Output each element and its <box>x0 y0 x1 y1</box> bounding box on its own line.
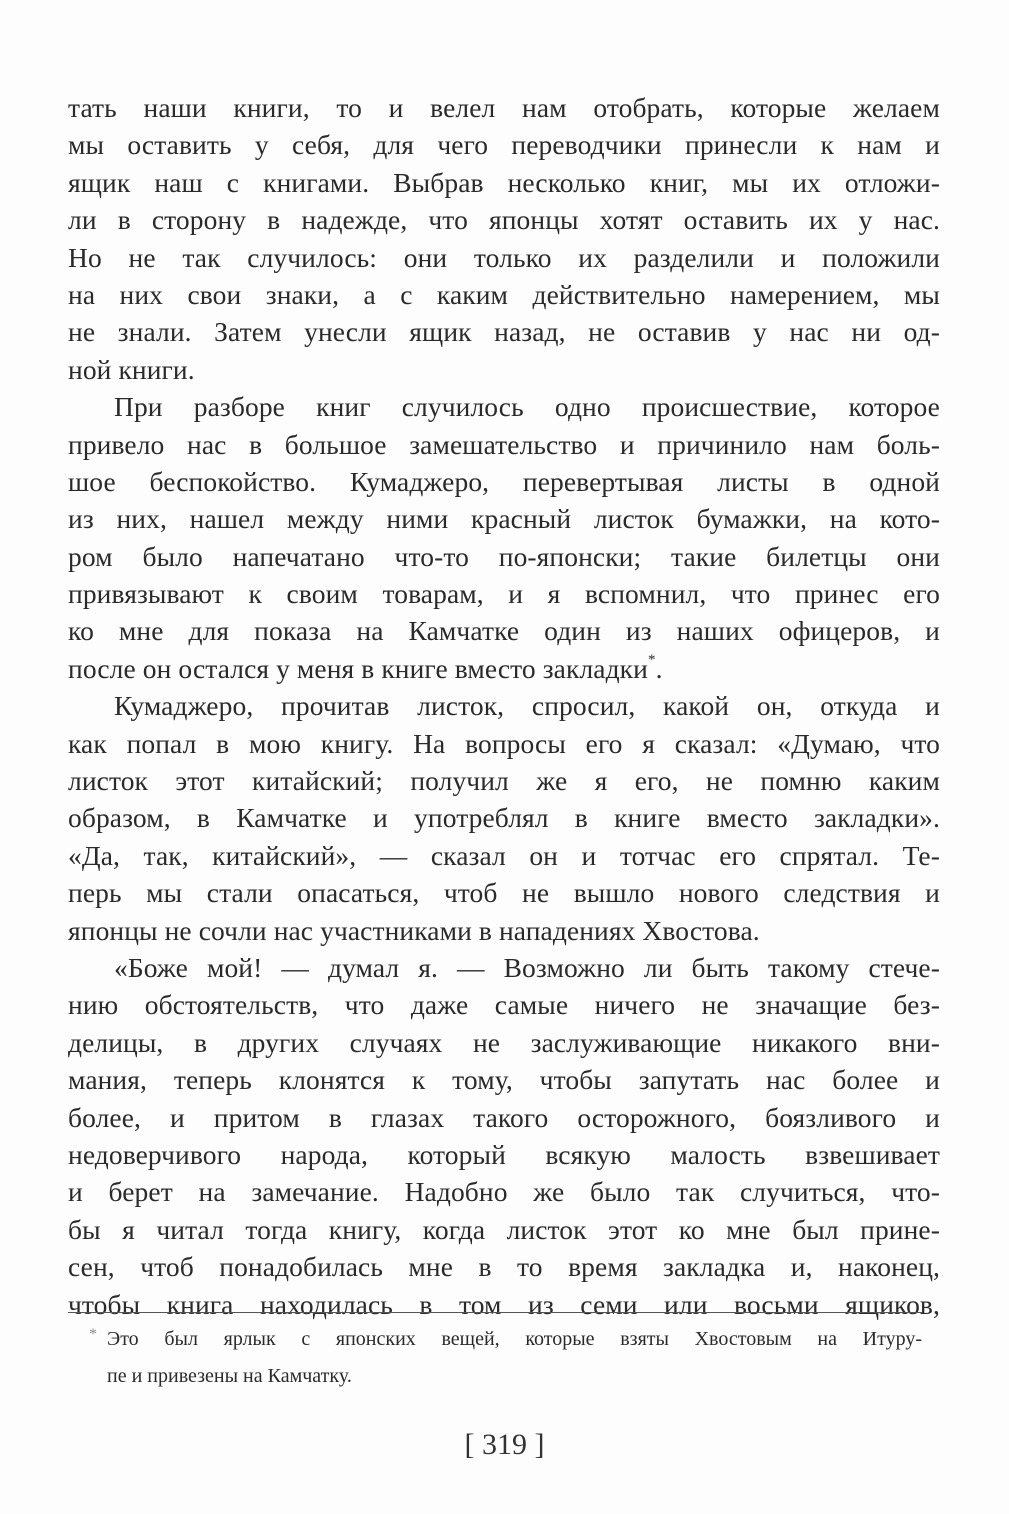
text-line <box>68 1173 940 1210</box>
main-text <box>68 89 940 1323</box>
paragraph <box>68 949 940 1323</box>
text-line <box>68 500 940 537</box>
text-line-content: после он остался у меня в книге вместо закладки <box>68 652 648 684</box>
text-line-content: и берет на замечание. Надобно же было так случиться, что- <box>68 1176 940 1208</box>
text-line <box>68 89 940 126</box>
text-line-content: перь мы стали опасаться, чтоб не вышло нового следствия и <box>68 877 940 909</box>
text-line <box>68 164 940 201</box>
text-line <box>68 725 940 762</box>
text-line <box>68 239 940 276</box>
text-line-content: ром было напечатано что-то по-японски; такие билетцы они <box>68 540 940 572</box>
text-line-content: сен, чтоб понадобилась мне в то время закладка и, наконец, <box>68 1251 940 1283</box>
text-line-content: делицы, в других случаях не заслуживающие никакого вни- <box>68 1026 940 1058</box>
text-line-content: «Да, так, китайский», — сказал он и тотчас его спрятал. Те- <box>68 839 940 871</box>
text-line <box>68 1136 940 1173</box>
text-line <box>68 463 940 500</box>
text-line <box>68 1099 940 1136</box>
text-line-content: мания, теперь клонятся к тому, чтобы запутать нас более и <box>68 1064 940 1096</box>
text-line-content: японцы не сочли нас участниками в нападениях Хвостова. <box>68 914 760 946</box>
text-line <box>68 1286 940 1323</box>
text-line: после он остался у меня в книге вместо закладки*. <box>68 651 663 684</box>
text-line <box>68 687 940 724</box>
text-line <box>68 351 940 388</box>
text-line-content: листок этот китайский; получил же я его, не помню каким <box>68 765 940 797</box>
text-line <box>68 313 940 350</box>
footnote-divider <box>68 1312 922 1313</box>
text-line <box>68 388 940 425</box>
page-number: [ 319 ] <box>464 1428 545 1461</box>
text-line-content: мы оставить у себя, для чего переводчики принесли к нам и <box>68 129 940 161</box>
text-line-content: образом, в Камчатке и употреблял в книге вместо закладки». <box>68 802 940 834</box>
text-line <box>68 874 940 911</box>
text-line-content: ли в сторону в надежде, что японцы хотят оставить их у нас. <box>68 204 940 236</box>
footnote-line: пе и привезены на Камчатку. <box>107 1365 352 1388</box>
text-line-content: ящик наш с книгами. Выбрав несколько книг, мы их отложи- <box>68 166 940 198</box>
text-line <box>68 1211 940 1248</box>
text-line <box>68 276 940 313</box>
footnote <box>89 1322 922 1397</box>
footnote-reference[interactable]: * <box>647 651 656 668</box>
text-line <box>68 1024 940 1061</box>
text-line-content: ной книги. <box>68 353 195 385</box>
text-line-content: При разборе книг случилось одно происшествие, которое <box>114 391 940 423</box>
text-line-content: привязывают к своим товарам, и я вспомнил, что принес его <box>68 578 940 610</box>
text-line-content: нию обстоятельств, что даже самые ничего не значащие без- <box>68 989 940 1021</box>
text-line-content: Но не так случилось: они только их разделили и положили <box>68 241 940 273</box>
text-line-content: привело нас в большое замешательство и причинило нам боль- <box>68 428 940 460</box>
text-line-content: шое беспокойство. Кумаджеро, перевертывая листы в одной <box>68 465 940 497</box>
text-line <box>68 912 940 949</box>
text-line <box>68 837 940 874</box>
text-line-content: Кумаджеро, прочитав листок, спросил, какой он, откуда и <box>114 690 940 722</box>
text-line <box>68 575 940 612</box>
text-line-content: на них свои знаки, а с каким действительно намерением, мы <box>68 278 940 310</box>
footnote-line: Это был ярлык с японских вещей, которые взяты Хвостовым на Итуру- <box>107 1328 922 1350</box>
text-line-content: «Боже мой! — думал я. — Возможно ли быть такому стече- <box>114 951 940 983</box>
text-line-content: не знали. Затем унесли ящик назад, не оставив у нас ни од- <box>68 316 940 348</box>
text-line <box>68 426 940 463</box>
text-line <box>68 986 940 1023</box>
text-line-content: недоверчивого народа, который всякую малость взвешивает <box>68 1138 940 1170</box>
text-line <box>68 201 940 238</box>
text-line <box>68 538 940 575</box>
paragraph <box>68 388 940 687</box>
text-line <box>68 799 940 836</box>
text-line-content: ко мне для показа на Камчатке один из наших офицеров, и <box>68 615 940 647</box>
text-line <box>68 126 940 163</box>
paragraph <box>68 89 940 388</box>
text-line <box>68 949 940 986</box>
text-line <box>68 1248 940 1285</box>
text-line-content: из них, нашел между ними красный листок бумажки, на кото- <box>68 503 940 535</box>
text-line-content: бы я читал тогда книгу, когда листок этот ко мне был прине- <box>68 1213 940 1245</box>
text-line <box>68 1061 940 1098</box>
text-line-content: чтобы книга находилась в том из семи или восьми ящиков, <box>68 1288 940 1320</box>
paragraph <box>68 687 940 949</box>
footnote-mark: * <box>89 1326 97 1343</box>
text-line <box>68 762 940 799</box>
text-line <box>68 612 940 649</box>
text-line-content: как попал в мою книгу. На вопросы его я сказал: «Думаю, что <box>68 727 940 759</box>
text-line-content: более, и притом в глазах такого осторожного, боязливого и <box>68 1101 940 1133</box>
text-line-content: тать наши книги, то и велел нам отобрать, которые желаем <box>68 92 940 123</box>
